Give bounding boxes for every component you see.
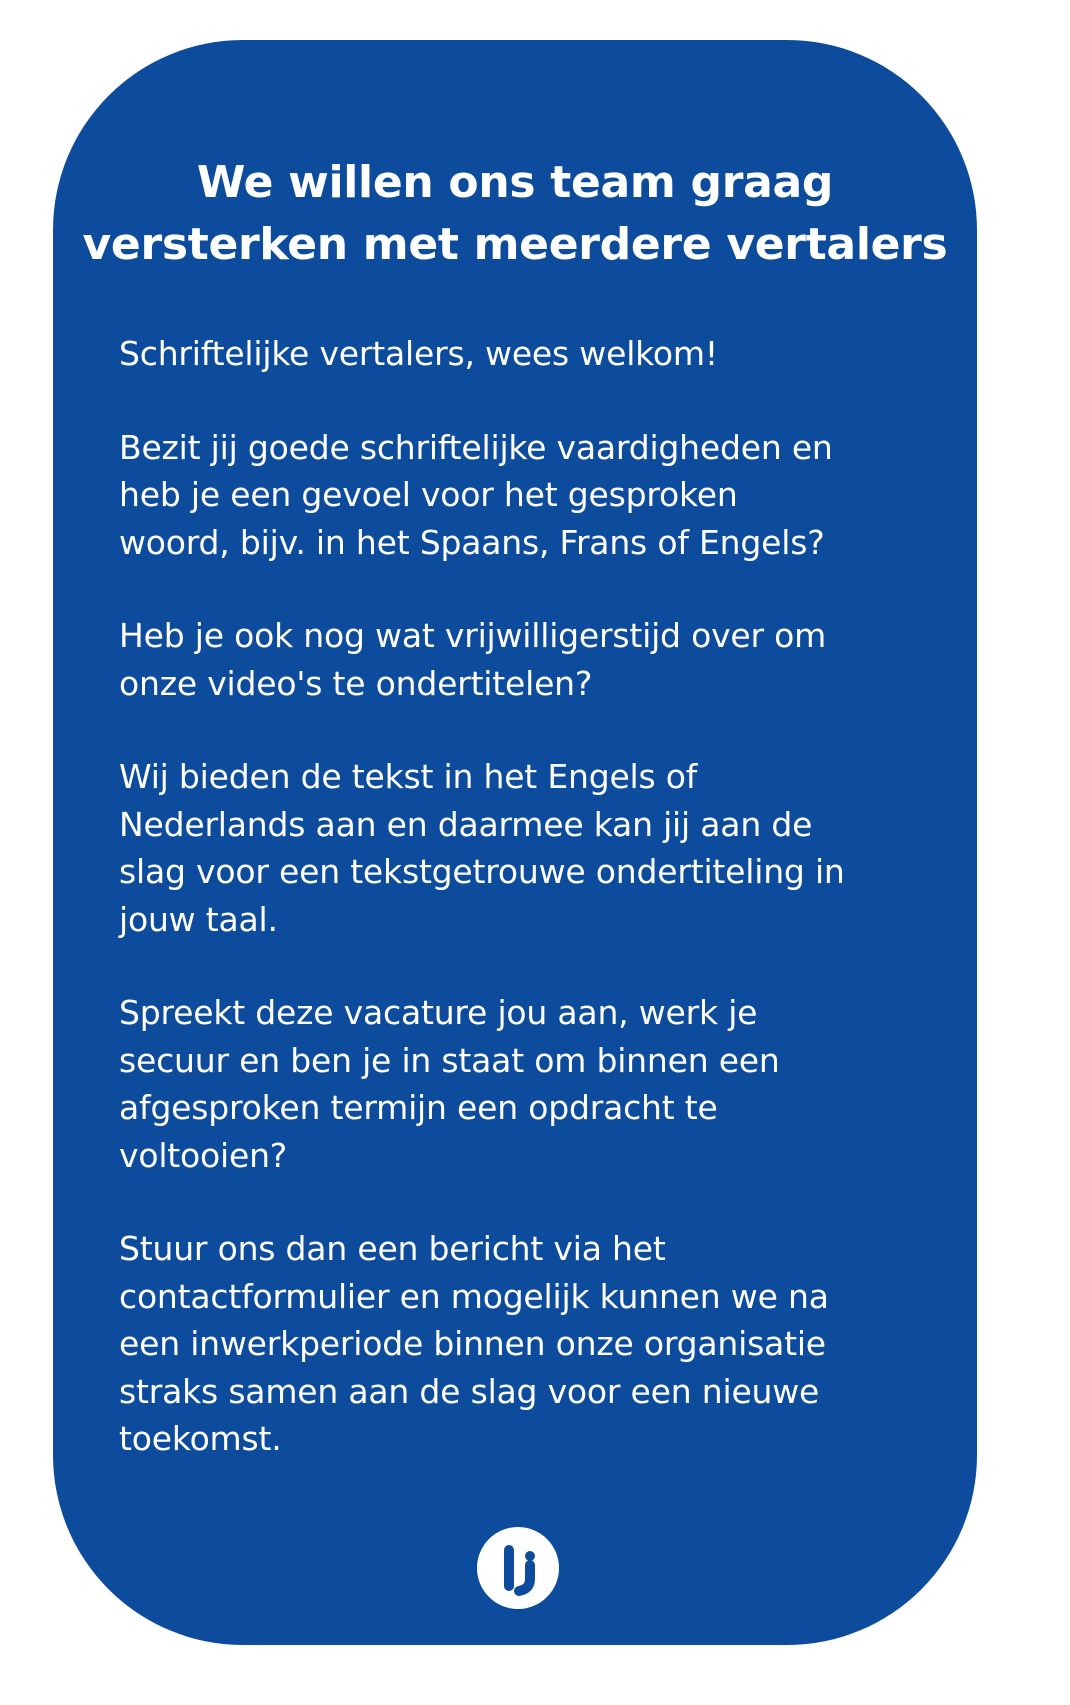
- text-line: een inwerkperiode binnen onze organisatie: [119, 1324, 826, 1363]
- text-line: afgesproken termijn een opdracht te: [119, 1088, 718, 1127]
- brand-logo-icon: [477, 1527, 559, 1609]
- paragraph-contact: [119, 1225, 939, 1463]
- heading-line: versterken met meerdere vertalers: [82, 219, 948, 270]
- text-line: Bezit jij goede schriftelijke vaardigheden en: [119, 427, 833, 467]
- text-line: Schriftelijke vertalers, wees welkom!: [119, 334, 718, 373]
- text-line: secuur en ben je in staat om binnen een: [119, 1040, 780, 1080]
- heading-line: We willen ons team graag: [196, 157, 834, 208]
- paragraph-offer: [119, 753, 939, 943]
- text-line: Heb je ook nog wat vrijwilligerstijd over om: [119, 616, 827, 655]
- text-line: Wij bieden de tekst in het Engels of: [119, 757, 698, 796]
- text-line: toekomst.: [119, 1419, 282, 1458]
- card-body: [119, 330, 939, 1509]
- card-heading: [53, 152, 977, 276]
- paragraph-requirements: [119, 989, 939, 1179]
- text-line: straks samen aan de slag voor een nieuwe: [119, 1371, 820, 1411]
- paragraph-volunteer: [119, 612, 939, 707]
- paragraph-skills: [119, 424, 939, 567]
- vacancy-card: [53, 40, 977, 1645]
- text-line: voltooien?: [119, 1135, 288, 1175]
- paragraph-welcome: [119, 330, 939, 378]
- text-line: woord, bijv. in het Spaans, Frans of Engels?: [119, 522, 825, 562]
- text-line: Spreekt deze vacature jou aan, werk je: [119, 993, 758, 1032]
- text-line: Stuur ons dan een bericht via het: [119, 1229, 666, 1268]
- text-line: contactformulier en mogelijk kunnen we na: [119, 1276, 829, 1316]
- text-line: jouw taal.: [119, 899, 278, 939]
- text-line: Nederlands aan en daarmee kan jij aan de: [119, 804, 813, 844]
- text-line: onze video's te ondertitelen?: [119, 663, 593, 703]
- text-line: heb je een gevoel voor het gesproken: [119, 475, 738, 514]
- text-line: slag voor een tekstgetrouwe ondertiteling in: [119, 852, 845, 891]
